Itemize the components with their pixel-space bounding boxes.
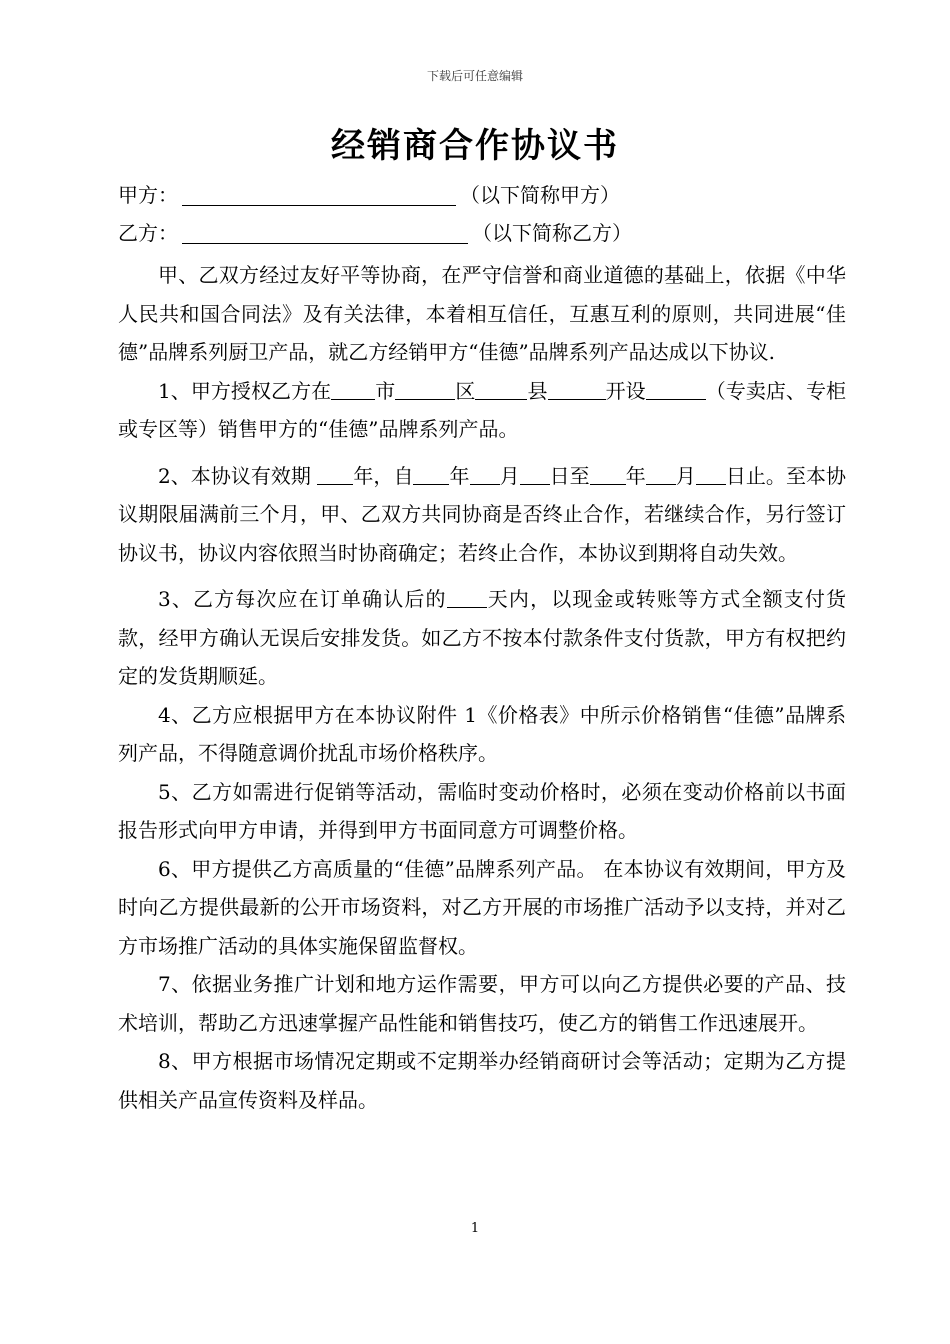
clause-5: 5、乙方如需进行促销等活动，需临时变动价格时，必须在变动价格前以书面报告形式向甲方申请，并得到甲方书面同意方可调整价格。 xyxy=(118,779,846,842)
document-title: 经销商合作协议书 xyxy=(331,126,619,166)
start-day-blank[interactable] xyxy=(520,460,550,485)
party-b-label: 乙方： xyxy=(118,221,178,245)
party-a-line xyxy=(118,180,620,210)
store-type-blank[interactable] xyxy=(646,375,706,400)
start-year-blank[interactable] xyxy=(413,460,449,485)
clause-1-text: 1、甲方授权乙方在 xyxy=(158,378,332,403)
clause-2-text: 日至 xyxy=(549,463,590,488)
term-years-blank[interactable] xyxy=(317,460,353,485)
clause-2-text: 日止。至本协议期限届满前三个月，甲、乙双方共同协商是否终止合作，若继续合作，另行签订协议书，协议内容依照当时协商确定；若终止合作，本协议到期将自动失效。 xyxy=(118,463,847,565)
agreement-body xyxy=(118,256,846,1119)
clause-1-text: 市 xyxy=(375,378,396,403)
clause-1-text: 县 xyxy=(527,378,548,403)
clause-2-text: 年，自 xyxy=(353,463,414,488)
end-year-blank[interactable] xyxy=(590,460,626,485)
payment-days-blank[interactable] xyxy=(447,583,487,608)
party-b-blank[interactable] xyxy=(182,221,468,244)
clause-1-text: 开设 xyxy=(605,378,646,403)
party-b-line xyxy=(118,218,632,248)
clause-2 xyxy=(118,457,846,573)
clause-1-text: （专卖店、专柜或专区等）销售甲方的“佳德”品牌系列产品。 xyxy=(118,378,847,441)
clause-2-text: 年 xyxy=(449,463,470,488)
party-b-suffix: （以下简称乙方） xyxy=(472,221,632,245)
start-month-blank[interactable] xyxy=(470,460,500,485)
city-blank[interactable] xyxy=(331,375,375,400)
intro-paragraph: 甲、乙双方经过友好平等协商，在严守信誉和商业道德的基础上，依据《中华人民共和国合同法》及有关法律，本着相互信任，互惠互利的原则，共同进展“佳德”品牌系列厨卫产品，就乙方经销甲方“佳德”品牌系列产品达成以下协议. xyxy=(118,263,846,364)
clause-8: 8、甲方根据市场情况定期或不定期举办经销商研讨会等活动；定期为乙方提供相关产品宣传资料及样品。 xyxy=(118,1049,846,1112)
party-a-label: 甲方： xyxy=(118,183,178,207)
clause-1 xyxy=(118,372,846,449)
page-number: 1 xyxy=(470,1221,480,1236)
clause-4: 4、乙方应根据甲方在本协议附件 1《价格表》中所示价格销售“佳德”品牌系列产品，不得随意调价扰乱市场价格秩序。 xyxy=(118,702,846,765)
party-a-suffix: （以下简称甲方） xyxy=(460,183,620,207)
clause-3-text: 天内，以现金或转账等方式全额支付货款，经甲方确认无误后安排发货。如乙方不按本付款条件支付货款，甲方有权把约定的发货期顺延。 xyxy=(118,587,846,688)
district-blank[interactable] xyxy=(395,375,455,400)
end-month-blank[interactable] xyxy=(646,460,676,485)
clause-1-text: 区 xyxy=(455,378,476,403)
end-day-blank[interactable] xyxy=(696,460,726,485)
clause-2-text: 月 xyxy=(499,463,520,488)
header-note: 下载后可任意编辑 xyxy=(426,69,523,83)
store-blank[interactable] xyxy=(548,375,606,400)
clause-2-text: 2、本协议有效期 xyxy=(158,463,318,488)
county-blank[interactable] xyxy=(475,375,527,400)
clause-3-text: 3、乙方每次应在订单确认后的 xyxy=(158,587,447,611)
clause-6: 6、甲方提供乙方高质量的“佳德”品牌系列产品。 在本协议有效期间，甲方及时向乙方提供最新的公开市场资料，对乙方开展的市场推广活动予以支持，并对乙方市场推广活动的具体实施保留监督权。 xyxy=(118,856,846,958)
clause-7: 7、依据业务推广计划和地方运作需要，甲方可以向乙方提供必要的产品、技术培训，帮助乙方迅速掌握产品性能和销售技巧，使乙方的销售工作迅速展开。 xyxy=(118,972,846,1035)
clause-3 xyxy=(118,580,846,696)
clause-2-text: 年 xyxy=(625,463,646,488)
party-a-blank[interactable] xyxy=(182,183,456,206)
clause-2-text: 月 xyxy=(675,463,696,488)
